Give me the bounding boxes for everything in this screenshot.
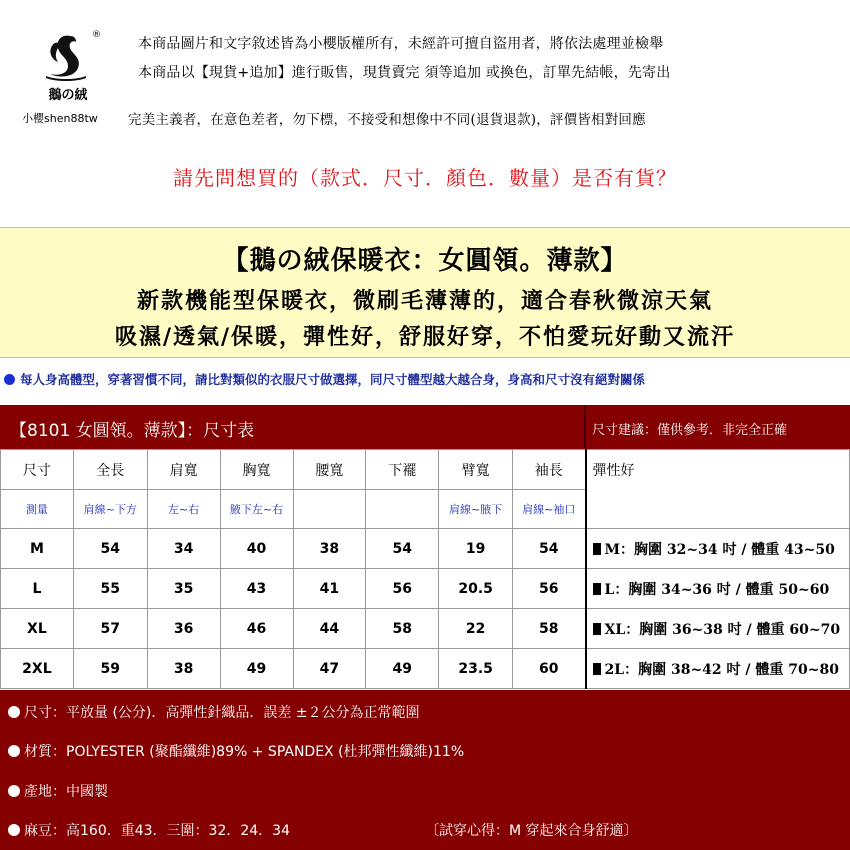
table-cell: 49 bbox=[220, 649, 293, 689]
measure-cell: 肩線~下方 bbox=[73, 490, 147, 529]
measure-cell: 腋下左~右 bbox=[220, 490, 293, 529]
registered-mark: ® bbox=[92, 30, 101, 40]
size-advice bbox=[586, 609, 850, 649]
measure-cell bbox=[366, 490, 439, 529]
origin-text: 產地：中國製 bbox=[24, 784, 108, 800]
header-cell: 尺寸 bbox=[1, 450, 74, 490]
table-cell: 44 bbox=[293, 609, 366, 649]
size-table bbox=[0, 449, 850, 689]
measure-cell bbox=[293, 490, 366, 529]
table-cell: 55 bbox=[73, 569, 147, 609]
elasticity-note: 彈性好 bbox=[586, 450, 850, 529]
table-row bbox=[1, 569, 850, 609]
table-cell: 36 bbox=[147, 609, 220, 649]
table-cell: 60 bbox=[513, 649, 586, 689]
header-cell: 胸寬 bbox=[220, 450, 293, 490]
square-bullet-icon bbox=[593, 663, 601, 675]
table-cell: 58 bbox=[513, 609, 586, 649]
table-cell: 34 bbox=[147, 529, 220, 569]
square-bullet-icon bbox=[593, 623, 601, 635]
product-banner bbox=[0, 227, 850, 358]
product-tagline-2: 吸濕/透氣/保暖，彈性好，舒服好穿，不怕愛玩好動又流汗 bbox=[114, 324, 736, 350]
size-advice-text: L：胸圍 34~36 吋 / 體重 50~60 bbox=[604, 581, 830, 598]
size-chart-title-bar bbox=[0, 405, 850, 449]
size-note bbox=[8, 702, 420, 722]
size-advice-text: 2L：胸圍 38~42 吋 / 體重 70~80 bbox=[604, 661, 839, 678]
bullet-icon bbox=[4, 374, 15, 385]
square-bullet-icon bbox=[593, 543, 601, 555]
table-cell: 38 bbox=[147, 649, 220, 689]
product-title: 【鵝の絨保暖衣：女圓領。薄款】 bbox=[222, 246, 628, 276]
table-cell: 20.5 bbox=[439, 569, 513, 609]
table-cell: 56 bbox=[513, 569, 586, 609]
table-cell: 35 bbox=[147, 569, 220, 609]
table-cell: 38 bbox=[293, 529, 366, 569]
size-label: XL bbox=[1, 609, 74, 649]
bullet-icon bbox=[8, 824, 20, 836]
stock-inquiry-note: 請先問想買的（款式．尺寸．顏色．數量）是否有貨？ bbox=[173, 166, 677, 190]
table-cell: 41 bbox=[293, 569, 366, 609]
size-advice-text: M：胸圍 32~34 吋 / 體重 43~50 bbox=[604, 541, 835, 558]
table-cell: 46 bbox=[220, 609, 293, 649]
table-row bbox=[1, 649, 850, 689]
table-cell: 54 bbox=[513, 529, 586, 569]
measure-cell: 肩線~腋下 bbox=[439, 490, 513, 529]
bullet-icon bbox=[8, 745, 20, 757]
table-header-row bbox=[1, 450, 850, 490]
size-note-text: 尺寸：平放量 (公分)．高彈性針織品．誤差 ±２公分為正常範圍 bbox=[24, 705, 420, 721]
measure-cell: 測量 bbox=[1, 490, 74, 529]
table-row bbox=[1, 529, 850, 569]
model-text: 麻豆：高160．重43．三圍：32．24．34 bbox=[24, 823, 290, 839]
return-policy-notice: 完美主義者，在意色差者，勿下標，不接受和想像中不同(退貨退款)，評價皆相對回應 bbox=[128, 112, 646, 128]
size-advice-text: XL：胸圍 36~38 吋 / 體重 60~70 bbox=[604, 621, 841, 638]
sales-notice: 本商品以【現貨+追加】進行販售，現貨賣完 須等追加 或換色，訂單先結帳，先寄出 bbox=[138, 65, 671, 81]
copyright-notice: 本商品圖片和文字敘述皆為小櫻版權所有，未經許可擅自盜用者，將依法處理並檢舉 bbox=[138, 36, 664, 52]
header-cell: 腰寬 bbox=[293, 450, 366, 490]
origin-info bbox=[8, 781, 108, 801]
header-cell: 袖長 bbox=[513, 450, 586, 490]
table-cell: 40 bbox=[220, 529, 293, 569]
size-advice-title: 尺寸建議：僅供參考．非完全正確 bbox=[592, 423, 788, 438]
title-divider bbox=[584, 405, 586, 449]
sizing-tip bbox=[4, 370, 645, 388]
square-bullet-icon bbox=[593, 583, 601, 595]
brand-logo bbox=[22, 30, 122, 130]
table-cell: 23.5 bbox=[439, 649, 513, 689]
table-cell: 49 bbox=[366, 649, 439, 689]
table-cell: 54 bbox=[366, 529, 439, 569]
table-cell: 43 bbox=[220, 569, 293, 609]
size-chart-title: 【8101 女圓領。薄款】：尺寸表 bbox=[10, 421, 255, 441]
material-info bbox=[8, 741, 464, 761]
model-info bbox=[8, 820, 290, 840]
table-cell: 22 bbox=[439, 609, 513, 649]
measure-cell: 肩線~袖口 bbox=[513, 490, 586, 529]
measure-cell: 左~右 bbox=[147, 490, 220, 529]
brand-id: 小櫻shen88tw bbox=[22, 112, 98, 125]
header-cell: 全長 bbox=[73, 450, 147, 490]
table-cell: 59 bbox=[73, 649, 147, 689]
product-details-footer bbox=[0, 690, 850, 850]
header-cell: 下襬 bbox=[366, 450, 439, 490]
table-cell: 54 bbox=[73, 529, 147, 569]
page-header bbox=[0, 0, 850, 226]
size-advice bbox=[586, 649, 850, 689]
size-label: M bbox=[1, 529, 74, 569]
size-label: 2XL bbox=[1, 649, 74, 689]
bullet-icon bbox=[8, 706, 20, 718]
sizing-tip-text: 每人身高體型，穿著習慣不同，請比對類似的衣服尺寸做選擇，同尺寸體型越大越合身，身高和尺寸沒有絕對關係 bbox=[20, 372, 646, 387]
table-row bbox=[1, 609, 850, 649]
table-cell: 56 bbox=[366, 569, 439, 609]
table-cell: 57 bbox=[73, 609, 147, 649]
header-cell: 肩寬 bbox=[147, 450, 220, 490]
size-chart bbox=[0, 405, 850, 690]
table-cell: 58 bbox=[366, 609, 439, 649]
table-cell: 47 bbox=[293, 649, 366, 689]
product-tagline-1: 新款機能型保暖衣，微刷毛薄薄的，適合春秋微涼天氣 bbox=[136, 288, 713, 314]
header-cell: 臂寬 bbox=[439, 450, 513, 490]
material-text: 材質：POLYESTER (聚酯纖維)89% + SPANDEX (杜邦彈性纖維)11% bbox=[24, 744, 465, 760]
size-advice bbox=[586, 529, 850, 569]
table-cell: 19 bbox=[439, 529, 513, 569]
swan-icon bbox=[40, 30, 92, 82]
size-advice bbox=[586, 569, 850, 609]
brand-name: 鵝の絨 bbox=[48, 88, 88, 103]
bullet-icon bbox=[8, 785, 20, 797]
size-label: L bbox=[1, 569, 74, 609]
fitting-note: 〔試穿心得：M 穿起來合身舒適〕 bbox=[425, 823, 638, 839]
